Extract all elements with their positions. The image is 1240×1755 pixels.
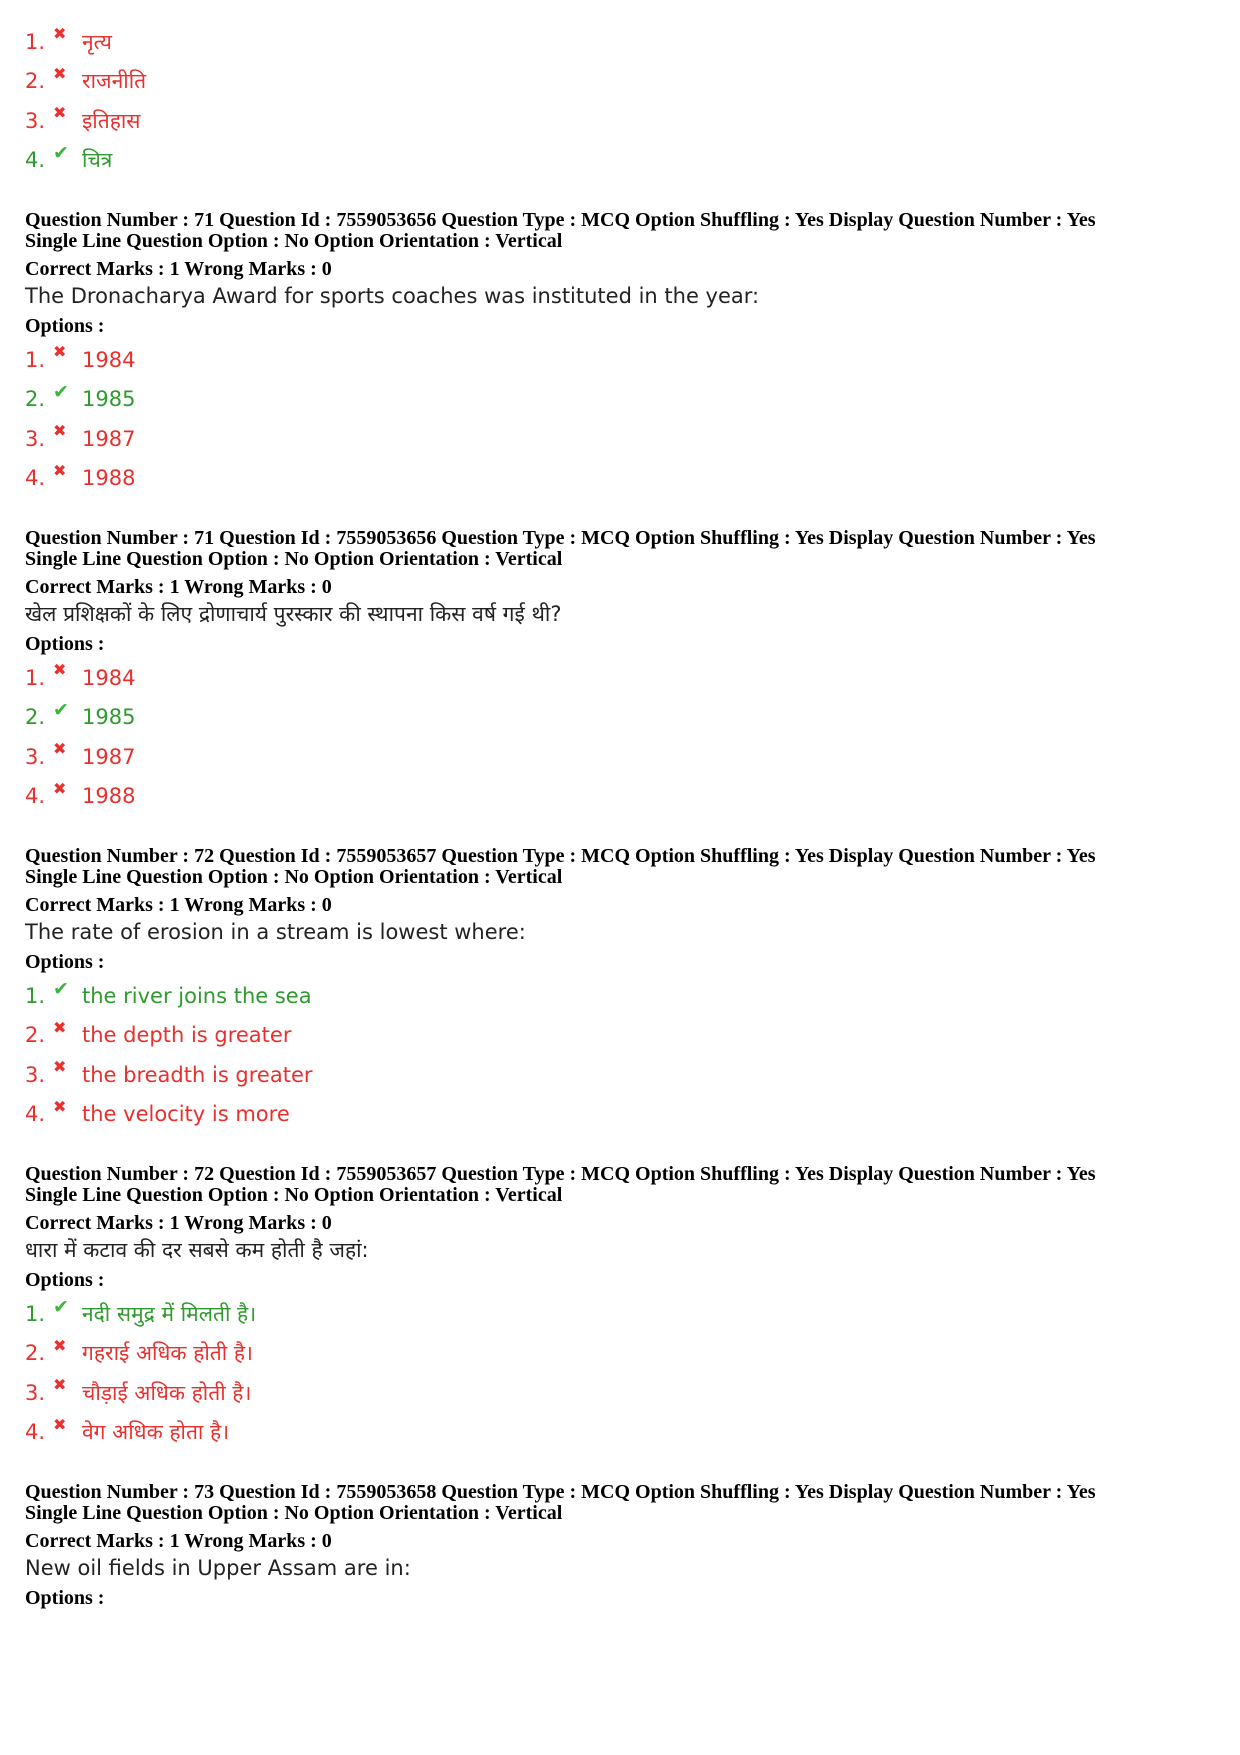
option-text: the breadth is greater (82, 1062, 313, 1087)
option-number: 4. (25, 466, 46, 491)
option-item (25, 101, 1215, 141)
cross-icon: ✖ (53, 342, 67, 362)
check-icon: ✔ (53, 699, 69, 722)
option-item (25, 1294, 1215, 1334)
option-text: the depth is greater (82, 1023, 292, 1048)
option-text: चित्र (82, 148, 113, 173)
option-number: 3. (25, 1380, 46, 1405)
option-number: 1. (25, 29, 46, 54)
question-meta-line1: Question Number : 72 Question Id : 7559053657 Question Type : MCQ Option Shuffling : Yes Display Question Number : Yes (25, 845, 1096, 867)
option-number: 3. (25, 744, 46, 769)
option-number: 2. (25, 705, 46, 730)
document-page (25, 22, 1215, 1612)
option-text: the velocity is more (82, 1102, 290, 1127)
option-text: the river joins the sea (82, 983, 312, 1008)
cross-icon: ✖ (53, 660, 67, 680)
option-text: 1985 (82, 705, 136, 730)
option-item (25, 976, 1215, 1016)
options-label: Options : (25, 951, 105, 973)
question-meta-line1: Question Number : 71 Question Id : 7559053656 Question Type : MCQ Option Shuffling : Yes Display Question Number : Yes (25, 527, 1096, 549)
options-label: Options : (25, 1269, 105, 1291)
marks-line: Correct Marks : 1 Wrong Marks : 0 (25, 576, 332, 598)
option-number: 3. (25, 108, 46, 133)
question-meta-line1: Question Number : 71 Question Id : 7559053656 Question Type : MCQ Option Shuffling : Yes Display Question Number : Yes (25, 209, 1096, 231)
check-icon: ✔ (53, 977, 69, 1000)
option-text: इतिहास (82, 108, 141, 133)
option-item (25, 1334, 1215, 1374)
question-text: खेल प्रशिक्षकों के लिए द्रोणाचार्य पुरस्कार की स्थापना किस वर्ष गई थी? (25, 602, 562, 626)
marks-line: Correct Marks : 1 Wrong Marks : 0 (25, 894, 332, 916)
question-meta-line1: Question Number : 73 Question Id : 7559053658 Question Type : MCQ Option Shuffling : Yes Display Question Number : Yes (25, 1481, 1096, 1503)
question-meta-line2: Single Line Question Option : No Option Orientation : Vertical (25, 865, 563, 888)
question-meta-line2: Single Line Question Option : No Option Orientation : Vertical (25, 547, 563, 570)
option-text: नदी समुद्र में मिलती है। (82, 1301, 257, 1326)
cross-icon: ✖ (53, 1414, 67, 1434)
cross-icon: ✖ (53, 1335, 67, 1355)
marks-line: Correct Marks : 1 Wrong Marks : 0 (25, 1212, 332, 1234)
question-block (25, 1482, 1215, 1608)
cross-icon: ✖ (53, 103, 67, 123)
option-item (25, 380, 1215, 420)
option-item (25, 698, 1215, 738)
option-number: 4. (25, 1420, 46, 1445)
question-block (25, 528, 1215, 816)
option-number: 2. (25, 1341, 46, 1366)
cross-icon: ✖ (53, 24, 67, 44)
question-block (25, 846, 1215, 1134)
option-item (25, 1413, 1215, 1453)
option-item (25, 22, 1215, 62)
options-label: Options : (25, 315, 105, 337)
option-number: 1. (25, 1301, 46, 1326)
cross-icon: ✖ (53, 1057, 67, 1077)
option-text: 1988 (82, 466, 136, 491)
option-number: 2. (25, 69, 46, 94)
option-text: 1987 (82, 426, 136, 451)
option-item (25, 1016, 1215, 1056)
option-number: 3. (25, 1062, 46, 1087)
option-item (25, 777, 1215, 817)
option-item (25, 340, 1215, 380)
option-number: 4. (25, 1102, 46, 1127)
option-item (25, 658, 1215, 698)
question-block (25, 210, 1215, 498)
question-meta-line1: Question Number : 72 Question Id : 7559053657 Question Type : MCQ Option Shuffling : Yes Display Question Number : Yes (25, 1163, 1096, 1185)
marks-line: Correct Marks : 1 Wrong Marks : 0 (25, 258, 332, 280)
option-item (25, 1095, 1215, 1135)
option-item (25, 62, 1215, 102)
option-number: 2. (25, 387, 46, 412)
question-text: The rate of erosion in a stream is lowest where: (25, 920, 526, 944)
option-text: नृत्य (82, 29, 112, 54)
option-item (25, 1373, 1215, 1413)
check-icon: ✔ (53, 381, 69, 404)
option-text: 1984 (82, 665, 136, 690)
cross-icon: ✖ (53, 778, 67, 798)
option-text: 1985 (82, 387, 136, 412)
question-meta-line2: Single Line Question Option : No Option Orientation : Vertical (25, 1501, 563, 1524)
check-icon: ✔ (53, 142, 69, 165)
option-text: 1984 (82, 347, 136, 372)
option-number: 1. (25, 665, 46, 690)
option-text: 1987 (82, 744, 136, 769)
option-item (25, 459, 1215, 499)
option-number: 4. (25, 784, 46, 809)
cross-icon: ✖ (53, 1096, 67, 1116)
option-text: चौड़ाई अधिक होती है। (82, 1380, 252, 1405)
option-item (25, 141, 1215, 181)
cross-icon: ✖ (53, 421, 67, 441)
option-item (25, 737, 1215, 777)
cross-icon: ✖ (53, 460, 67, 480)
options-label: Options : (25, 633, 105, 655)
question-text: The Dronacharya Award for sports coaches was instituted in the year: (25, 284, 760, 308)
option-text: गहराई अधिक होती है। (82, 1341, 253, 1366)
option-number: 3. (25, 426, 46, 451)
top-options-list (25, 22, 1215, 180)
option-text: 1988 (82, 784, 136, 809)
option-number: 1. (25, 347, 46, 372)
cross-icon: ✖ (53, 63, 67, 83)
options-label: Options : (25, 1587, 105, 1609)
check-icon: ✔ (53, 1295, 69, 1318)
question-text: धारा में कटाव की दर सबसे कम होती है जहां: (25, 1238, 369, 1262)
option-item (25, 1055, 1215, 1095)
cross-icon: ✖ (53, 1375, 67, 1395)
question-block (25, 1164, 1215, 1452)
cross-icon: ✖ (53, 1017, 67, 1037)
option-text: वेग अधिक होता है। (82, 1420, 230, 1445)
option-number: 4. (25, 148, 46, 173)
option-number: 2. (25, 1023, 46, 1048)
marks-line: Correct Marks : 1 Wrong Marks : 0 (25, 1530, 332, 1552)
question-text: New oil fields in Upper Assam are in: (25, 1556, 411, 1580)
question-meta-line2: Single Line Question Option : No Option Orientation : Vertical (25, 229, 563, 252)
option-text: राजनीति (82, 69, 147, 94)
question-meta-line2: Single Line Question Option : No Option Orientation : Vertical (25, 1183, 563, 1206)
cross-icon: ✖ (53, 739, 67, 759)
option-item (25, 419, 1215, 459)
option-number: 1. (25, 983, 46, 1008)
